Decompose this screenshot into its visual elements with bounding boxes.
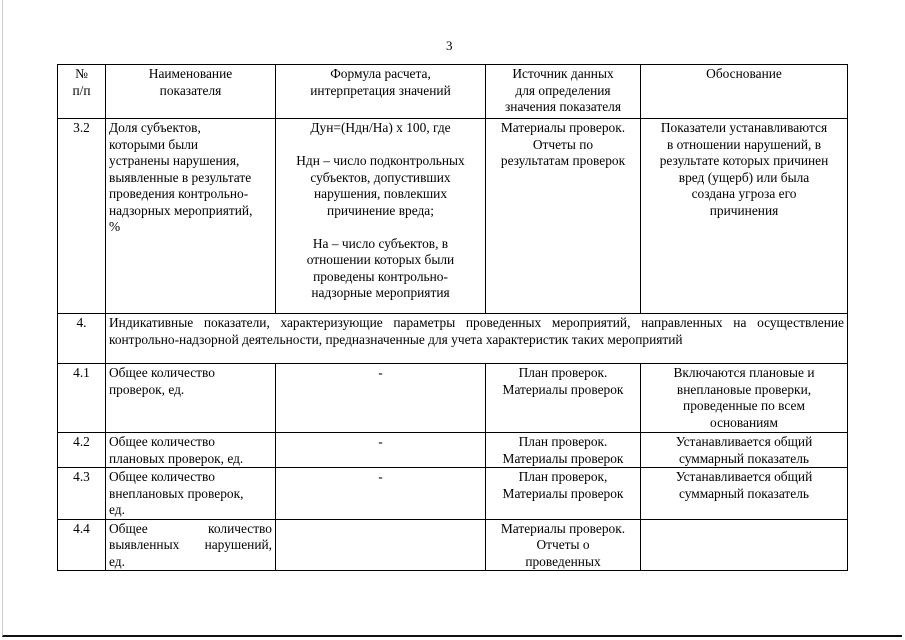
section-row-4 (58, 314, 848, 364)
indicator-source: План проверок. Материалы проверок (486, 364, 641, 433)
indicator-name: Общее количество внеплановых проверок, ед. (106, 468, 276, 520)
header-source: Источник данных для определения значения показателя (486, 65, 641, 119)
table-row-4-2 (58, 433, 848, 468)
row-number: 4.2 (58, 433, 106, 468)
indicator-basis: Устанавливается общий суммарный показатель (641, 468, 848, 520)
section-number: 4. (58, 314, 106, 364)
indicator-source: Материалы проверок. Отчеты по результатам проверок (486, 119, 641, 314)
table-row-4-4 (58, 519, 848, 571)
indicator-basis: Устанавливается общий суммарный показатель (641, 433, 848, 468)
indicator-source: Материалы проверок. Отчеты о проведенных (486, 519, 641, 571)
table-row-4-1 (58, 364, 848, 433)
indicator-name: Доля субъектов, которыми были устранены нарушения, выявленные в результате проведения контрольно- надзорных мероприятий, % (106, 119, 276, 314)
table-row-4-3 (58, 468, 848, 520)
table-header-row (58, 65, 848, 119)
indicator-basis: Показатели устанавливаются в отношении нарушений, в результате которых причинен вред (ущерб) или была создана угроза его причинения (641, 119, 848, 314)
indicator-source: План проверок, Материалы проверок (486, 468, 641, 520)
indicator-name-line: ед. (109, 553, 125, 569)
row-number: 4.1 (58, 364, 106, 433)
indicator-formula: - (276, 468, 486, 520)
indicator-name-line: выявленных нарушений, (109, 537, 272, 552)
indicator-name-line: Общее количество (109, 520, 272, 536)
indicator-formula: - (276, 364, 486, 433)
row-number: 4.4 (58, 519, 106, 571)
indicator-name: Общее количество плановых проверок, ед. (106, 433, 276, 468)
indicator-name (106, 519, 276, 571)
section-title: Индикативные показатели, характеризующие параметры проведенных мероприятий, направленных на осуществление контрольно-надзорной деятельности, предназначенные для учета характеристик таких мероприятий (106, 314, 848, 364)
indicator-formula: - (276, 433, 486, 468)
indicator-source: План проверок. Материалы проверок (486, 433, 641, 468)
row-number: 3.2 (58, 119, 106, 314)
indicator-basis: Включаются плановые и внеплановые проверки, проведенные по всем основаниям (641, 364, 848, 433)
header-num: № п/п (58, 65, 106, 119)
page-number: 3 (446, 38, 453, 53)
indicator-formula: Дун=(Ндн/На) x 100, где Ндн – число подконтрольных субъектов, допустивших нарушения, повлекших причинение вреда; На – число субъектов, в отношении которых были проведены контрольно- надзорные мероприятия (276, 119, 486, 314)
indicator-name: Общее количество проверок, ед. (106, 364, 276, 433)
indicator-basis (641, 519, 848, 571)
indicators-table (57, 64, 848, 571)
header-basis: Обоснование (641, 65, 848, 119)
row-number: 4.3 (58, 468, 106, 520)
table-row-3-2 (58, 119, 848, 314)
header-formula: Формула расчета, интерпретация значений (276, 65, 486, 119)
header-name: Наименование показателя (106, 65, 276, 119)
indicator-formula (276, 519, 486, 571)
